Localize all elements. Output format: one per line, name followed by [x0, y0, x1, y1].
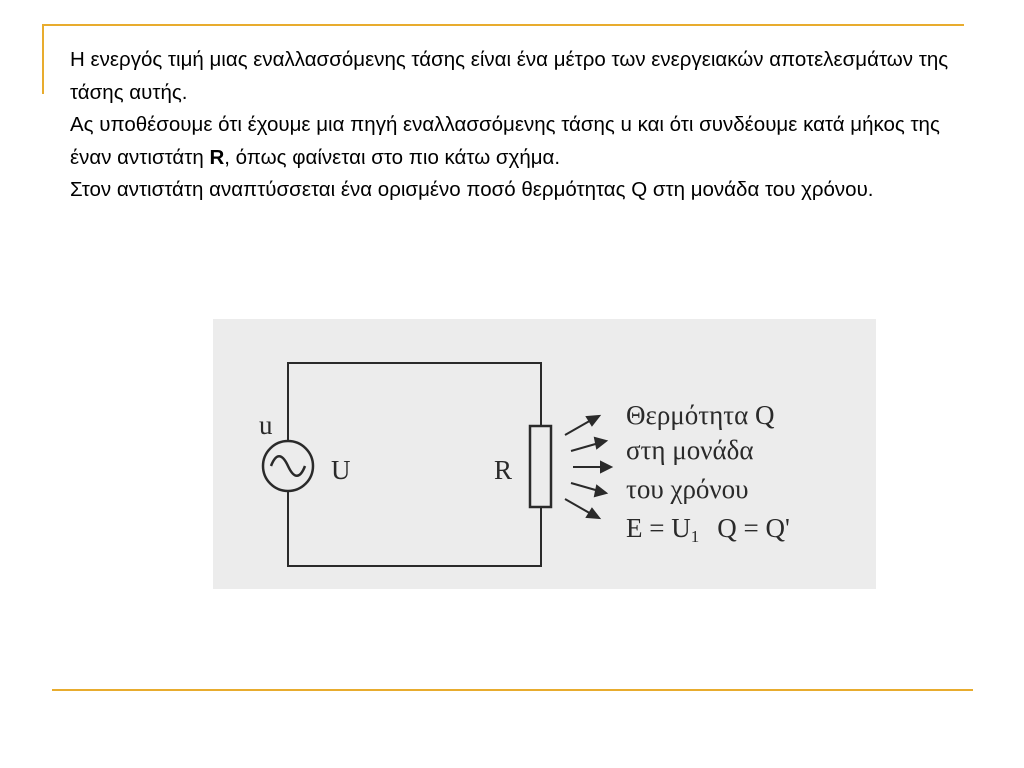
heat-arrow-3-head — [601, 462, 611, 472]
paragraph-3: Στον αντιστάτη αναπτύσσεται ένα ορισμένο ποσό θερμότητας Q στη μονάδα του χρόνου. — [70, 178, 874, 201]
equation-q: Q = Q' — [717, 513, 790, 543]
heat-arrow-2 — [571, 443, 599, 451]
source-u-label: u — [259, 410, 273, 440]
left-rule — [42, 24, 44, 94]
circuit-figure — [213, 319, 876, 589]
circuit-diagram — [213, 319, 876, 589]
equation-subscript: 1 — [690, 527, 700, 546]
voltage-U-label: U — [331, 455, 351, 485]
paragraph-2 — [70, 109, 950, 174]
heat-arrow-2-head — [595, 438, 606, 448]
resistor-R-label: R — [494, 455, 513, 485]
heat-label-line2: στη μονάδα — [626, 435, 754, 465]
body-text — [70, 44, 950, 207]
top-rule — [42, 24, 964, 26]
wire-top — [288, 363, 541, 442]
heat-arrow-4 — [571, 483, 599, 491]
resistor-bold-label: R — [209, 145, 225, 169]
heat-arrows — [565, 416, 611, 518]
resistor-icon — [530, 426, 551, 507]
bottom-rule — [52, 689, 973, 691]
wire-bottom — [288, 490, 541, 566]
paragraph-2-text-end: , όπως φαίνεται στο πιο κάτω σχήμα. — [224, 145, 561, 169]
heat-arrow-5-head — [587, 509, 599, 518]
equation-line — [626, 513, 790, 546]
paragraph-2-text-start: Ας υποθέσουμε ότι έχουμε μια πηγή εναλλασσόμενης τάσης u και ότι συνδέουμε κατά μήκος της έναν αντιστάτη — [70, 113, 940, 169]
equation-e: E = U — [626, 513, 691, 543]
heat-arrow-4-head — [595, 486, 606, 496]
heat-label-line3: του χρόνου — [626, 474, 749, 504]
heat-arrow-1-head — [587, 416, 599, 425]
paragraph-1: Η ενεργός τιμή μιας εναλλασσόμενης τάσης είναι ένα μέτρο των ενεργειακών αποτελεσμάτων της τάσης αυτής. — [70, 48, 949, 104]
heat-label-line1: Θερμότητα Q — [626, 400, 775, 430]
